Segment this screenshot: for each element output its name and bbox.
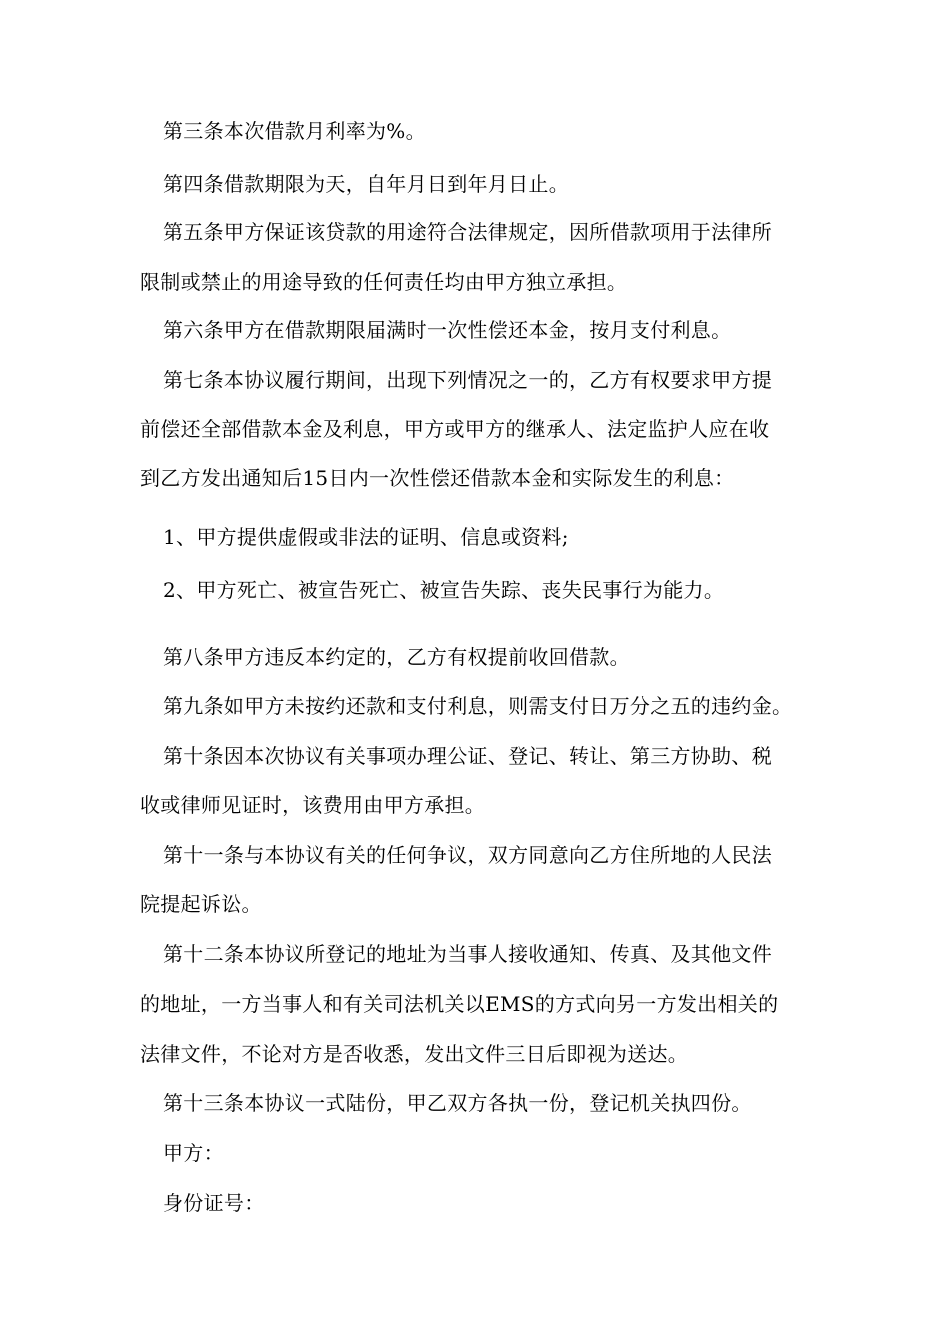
article-10-line-1: 第十条因本次协议有关事项办理公证、登记、转让、第三方协助、税 [163, 744, 772, 768]
party-a-label: 甲方： [163, 1141, 224, 1165]
article-6-line: 第六条甲方在借款期限届满时一次性偿还本金，按月支付利息。 [163, 318, 732, 342]
article-9-line: 第九条如甲方未按约还款和支付利息，则需支付日万分之五的违约金。 [163, 694, 793, 718]
article-12-line-1: 第十二条本协议所登记的地址为当事人接收通知、传真、及其他文件 [163, 942, 772, 966]
article-5-line-1: 第五条甲方保证该贷款的用途符合法律规定，因所借款项用于法律所 [163, 220, 772, 244]
article-5-line-2: 限制或禁止的用途导致的任何责任均由甲方独立承担。 [140, 270, 628, 294]
article-13-line: 第十三条本协议一式陆份，甲乙双方各执一份，登记机关执四份。 [163, 1091, 752, 1115]
article-4-line: 第四条借款期限为天，自年月日到年月日止。 [163, 172, 569, 196]
article-10-line-2: 收或律师见证时，该费用由甲方承担。 [140, 793, 486, 817]
article-7-item-1: 1、甲方提供虚假或非法的证明、信息或资料; [163, 525, 569, 549]
article-7-item-2: 2、甲方死亡、被宣告死亡、被宣告失踪、丧失民事行为能力。 [163, 578, 725, 602]
article-7-line-2: 前偿还全部借款本金及利息，甲方或甲方的继承人、法定监护人应在收 [140, 417, 770, 441]
article-8-line: 第八条甲方违反本约定的，乙方有权提前收回借款。 [163, 645, 630, 669]
article-12-line-3: 法律文件，不论对方是否收悉，发出文件三日后即视为送达。 [140, 1042, 689, 1066]
article-11-line-2: 院提起诉讼。 [140, 892, 262, 916]
article-7-line-3: 到乙方发出通知后15日内一次性偿还借款本金和实际发生的利息： [140, 466, 735, 490]
article-11-line-1: 第十一条与本协议有关的任何争议，双方同意向乙方住所地的人民法 [163, 843, 772, 867]
article-12-line-2: 的地址，一方当事人和有关司法机关以EMS的方式向另一方发出相关的 [140, 992, 779, 1016]
article-7-line-1: 第七条本协议履行期间，出现下列情况之一的，乙方有权要求甲方提 [163, 368, 772, 392]
article-3-line: 第三条本次借款月利率为%。 [163, 119, 426, 143]
id-number-label: 身份证号： [163, 1191, 265, 1215]
